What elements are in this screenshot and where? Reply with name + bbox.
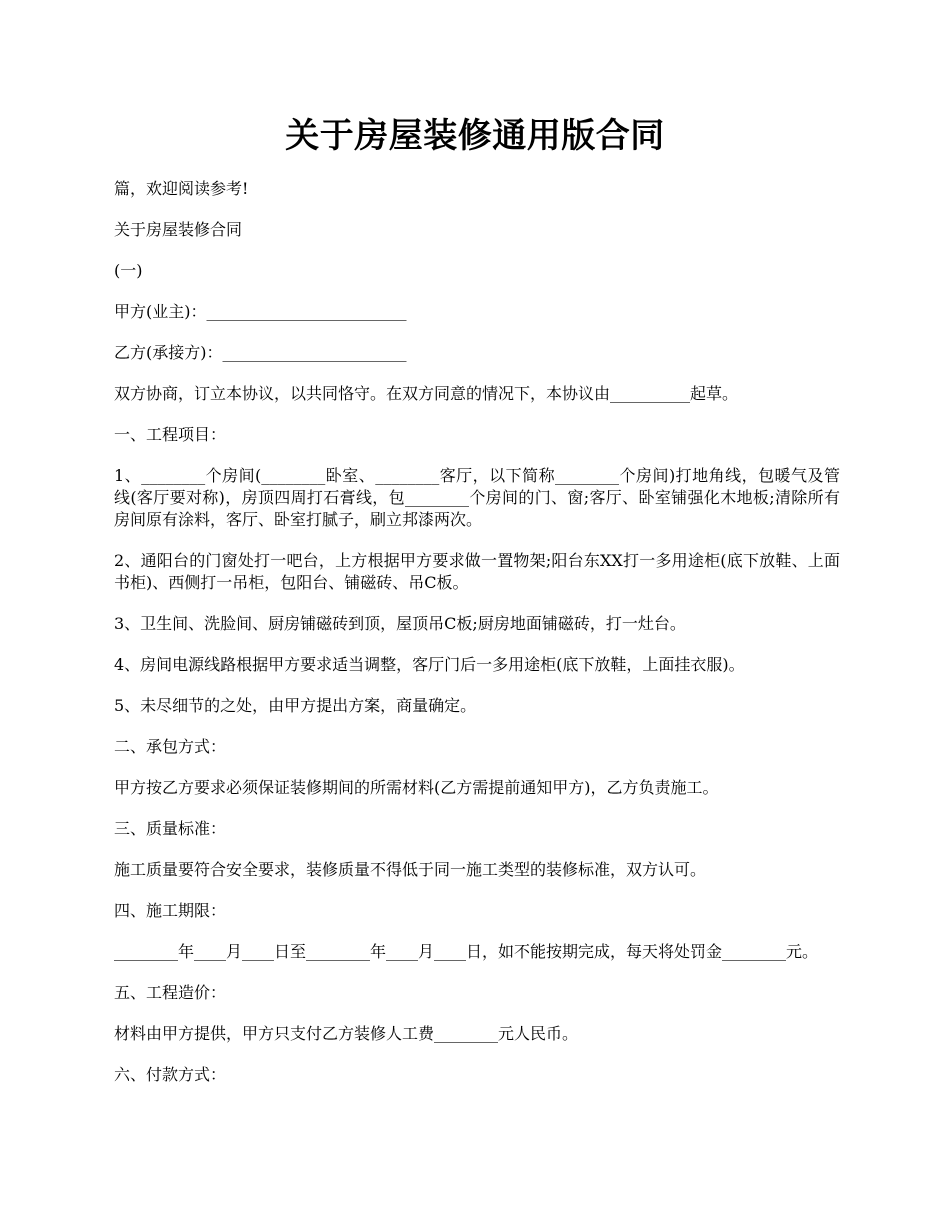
document-title: 关于房屋装修通用版合同 [285, 116, 665, 156]
project-item-1: 1、________个房间(________卧室、________客厅，以下简称________个房间)打地角线，包暖气及管线(客厅要对称)，房顶四周打石膏线，包________个房间的门、窗;客厅、卧室铺强化木地板;清除所有房间原有涂料，客厅、卧室打腻子，刷立邦漆两次。 [114, 466, 840, 529]
project-cost-text: 材料由甲方提供，甲方只支付乙方装修人工费________元人民币。 [114, 1024, 579, 1043]
heading-quality-standard: 三、质量标准： [114, 819, 227, 838]
construction-period-text: ________年____月____日至________年____月____日，如不能按期完成，每天将处罚金________元。 [114, 942, 819, 961]
heading-project-cost: 五、工程造价： [114, 983, 227, 1002]
heading-payment-method: 六、付款方式： [114, 1065, 227, 1084]
document-body [114, 178, 840, 1105]
heading-construction-period: 四、施工期限： [114, 901, 227, 920]
party-b-line: 乙方(承接方)：_______________________ [114, 343, 407, 362]
quality-standard-text: 施工质量要符合安全要求，装修质量不得低于同一施工类型的装修标准，双方认可。 [114, 860, 707, 879]
section-number: (一) [114, 261, 143, 280]
subtitle-line: 关于房屋装修合同 [114, 220, 243, 239]
heading-project-items: 一、工程项目： [114, 425, 227, 444]
project-item-3: 3、卫生间、洗脸间、厨房铺磁砖到顶，屋顶吊C板;厨房地面铺磁砖，打一灶台。 [114, 614, 686, 633]
project-item-5: 5、未尽细节的之处，由甲方提出方案，商量确定。 [114, 696, 477, 715]
contract-method-text: 甲方按乙方要求必须保证装修期间的所需材料(乙方需提前通知甲方)，乙方负责施工。 [114, 778, 719, 797]
heading-contract-method: 二、承包方式： [114, 737, 227, 756]
agreement-preamble: 双方协商，订立本协议，以共同恪守。在双方同意的情况下，本协议由__________起草。 [114, 384, 739, 403]
intro-line: 篇，欢迎阅读参考! [114, 179, 249, 198]
project-item-2: 2、通阳台的门窗处打一吧台，上方根据甲方要求做一置物架;阳台东XX打一多用途柜(底下放鞋、上面书柜)、西侧打一吊柜，包阳台、铺磁砖、吊C板。 [114, 551, 840, 592]
party-a-line: 甲方(业主)：_________________________ [114, 302, 407, 321]
project-item-4: 4、房间电源线路根据甲方要求适当调整，客厅门后一多用途柜(底下放鞋，上面挂衣服)。 [114, 655, 745, 674]
